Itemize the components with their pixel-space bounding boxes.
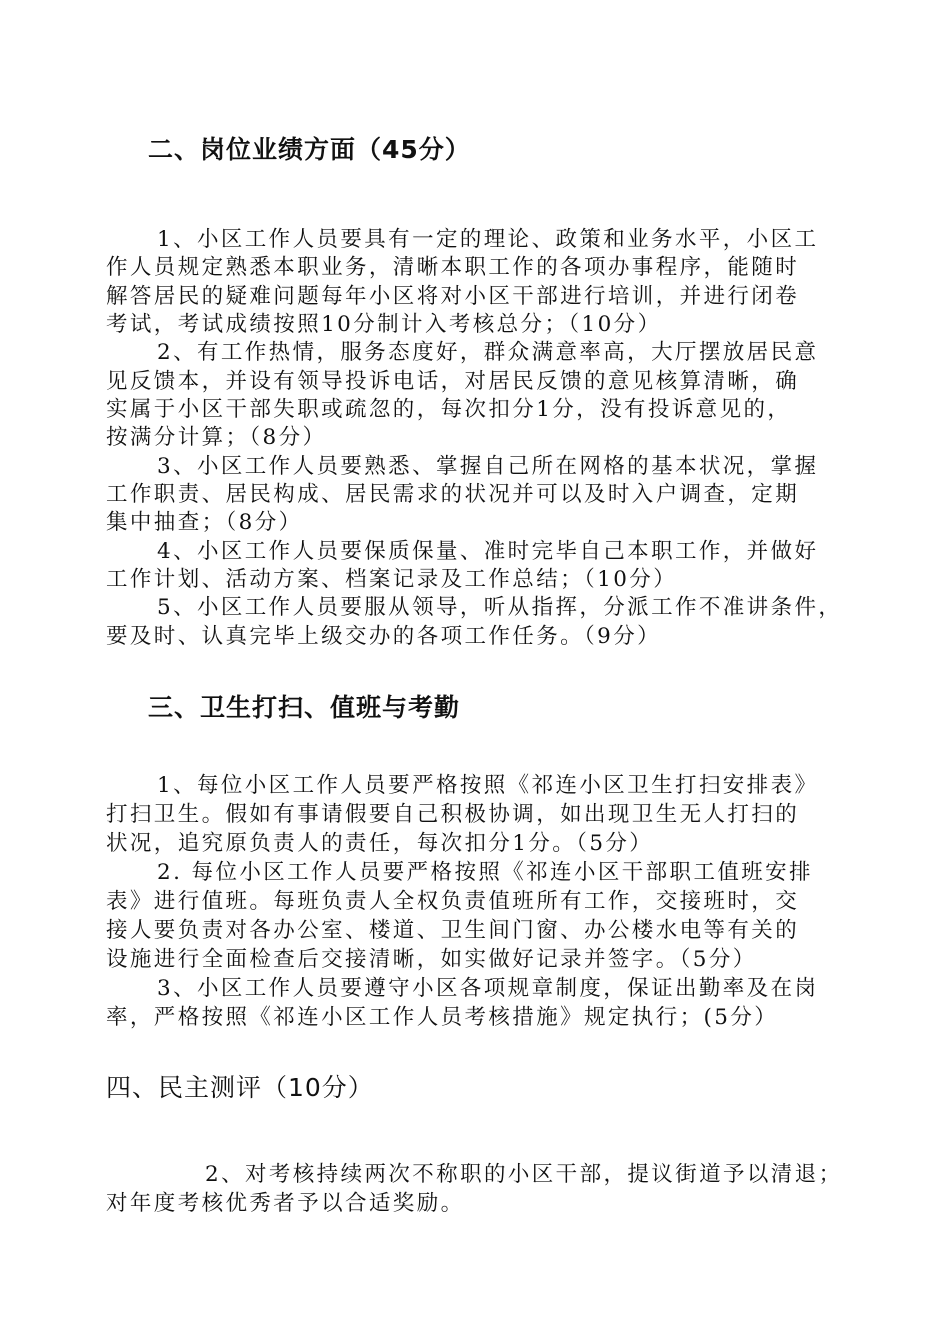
text-line: 解答居民的疑难问题每年小区将对小区干部进行培训，并进行闭卷 bbox=[106, 284, 800, 309]
text-line: 工作计划、活动方案、档案记录及工作总结；（10分） bbox=[106, 567, 678, 592]
text-line: 3、小区工作人员要熟悉、掌握自己所在网格的基本状况，掌握 bbox=[157, 454, 819, 479]
text-line: 要及时、认真完毕上级交办的各项工作任务。（9分） bbox=[106, 624, 662, 649]
text-line: 1、小区工作人员要具有一定的理论、政策和业务水平，小区工 bbox=[157, 227, 819, 252]
text-line: 按满分计算；（8分） bbox=[106, 425, 327, 450]
text-line: 考试，考试成绩按照10分制计入考核总分；（10分） bbox=[106, 312, 662, 337]
text-line: 实属于小区干部失职或疏忽的，每次扣分1分，没有投诉意见的， bbox=[106, 397, 792, 422]
text-line: 表》进行值班。每班负责人全权负责值班所有工作，交接班时，交 bbox=[106, 889, 800, 914]
text-line: 接人要负责对各办公室、楼道、卫生间门窗、办公楼水电等有关的 bbox=[106, 918, 800, 943]
text-line: 作人员规定熟悉本职业务，清晰本职工作的各项办事程序，能随时 bbox=[106, 255, 800, 280]
text-line: 4、小区工作人员要保质保量、准时完毕自己本职工作，并做好 bbox=[157, 539, 819, 564]
text-line: 对年度考核优秀者予以合适奖励。 bbox=[106, 1191, 465, 1216]
text-line: 5、小区工作人员要服从领导，听从指挥，分派工作不准讲条件， bbox=[157, 595, 843, 620]
text-line: 1、每位小区工作人员要严格按照《祁连小区卫生打扫安排表》 bbox=[157, 773, 819, 798]
text-line: 2、有工作热情，服务态度好，群众满意率高，大厅摆放居民意 bbox=[157, 340, 819, 365]
text-line: 设施进行全面检查后交接清晰，如实做好记录并签字。（5分） bbox=[106, 947, 757, 972]
text-line: 2、对考核持续两次不称职的小区干部，提议街道予以清退； bbox=[205, 1162, 843, 1187]
text-line: 率，严格按照《祁连小区工作人员考核措施》规定执行；(5分） bbox=[106, 1005, 779, 1030]
text-line: 工作职责、居民构成、居民需求的状况并可以及时入户调查，定期 bbox=[106, 482, 800, 507]
section-heading-democratic-evaluation: 四、民主测评（10分） bbox=[106, 1073, 374, 1102]
text-line: 打扫卫生。假如有事请假要自己积极协调，如出现卫生无人打扫的 bbox=[106, 802, 800, 827]
section-heading-hygiene-duty-attendance: 三、卫生打扫、值班与考勤 bbox=[148, 693, 461, 722]
section-heading-performance: 二、岗位业绩方面（45分） bbox=[148, 135, 471, 164]
text-line: 见反馈本，并设有领导投诉电话，对居民反馈的意见核算清晰，确 bbox=[106, 369, 800, 394]
text-line: 3、小区工作人员要遵守小区各项规章制度，保证出勤率及在岗 bbox=[157, 976, 819, 1001]
text-line: 集中抽查；（8分） bbox=[106, 510, 303, 535]
text-line: 2. 每位小区工作人员要严格按照《祁连小区干部职工值班安排 bbox=[157, 860, 813, 885]
text-line: 状况，追究原负责人的责任，每次扣分1分。（5分） bbox=[106, 831, 654, 856]
